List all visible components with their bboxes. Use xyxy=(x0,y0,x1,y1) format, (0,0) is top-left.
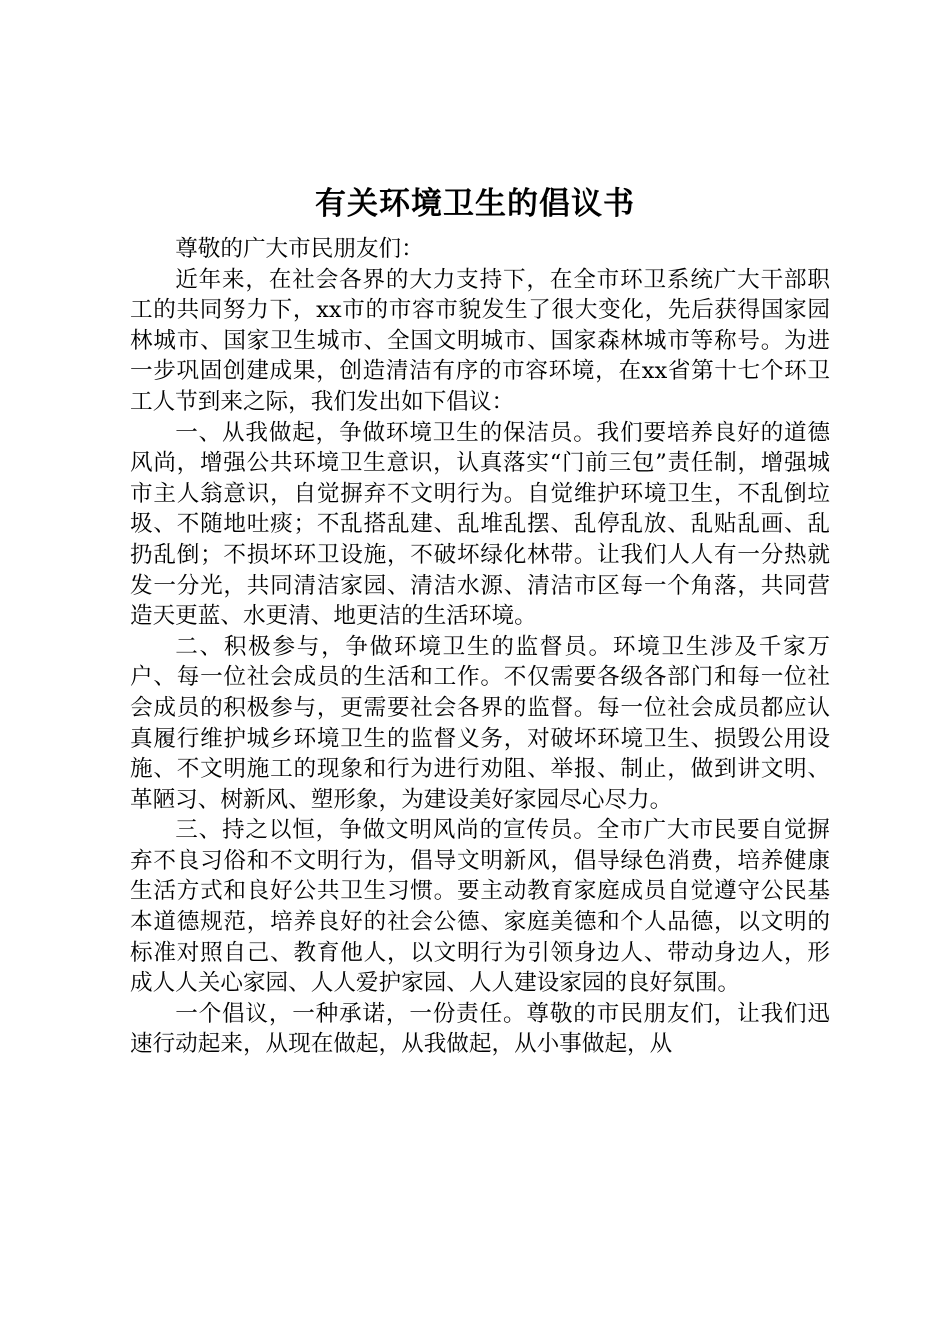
salutation: 尊敬的广大市民朋友们： xyxy=(175,236,424,262)
body-paragraph-point-3: 三、持之以恒，争做文明风尚的宣传员。全市广大市民要自觉摒弃不良习俗和不文明行为，倡导文明新风，倡导绿色消费，培养健康生活方式和良好公共卫生习惯。要主动教育家庭成员自觉遵守公民基本道德规范，培养良好的社会公德、家庭美德和个人品德，以文明的标准对照自己、教育他人，以文明行为引领身边人、带动身边人，形成人人关心家园、人人爱护家园、人人建设家园的良好氛围。 xyxy=(130,817,830,997)
body-paragraph-point-1: 一、从我做起，争做环境卫生的保洁员。我们要培养良好的道德风尚，增强公共环境卫生意识，认真落实“门前三包”责任制，增强城市主人翁意识，自觉摒弃不文明行为。自觉维护环境卫生，不乱倒垃圾、不随地吐痰；不乱搭乱建、乱堆乱摆、乱停乱放、乱贴乱画、乱扔乱倒；不损坏环卫设施，不破坏绿化林带。让我们人人有一分热就发一分光，共同清洁家园、清洁水源、清洁市区每一个角落，共同营造天更蓝、水更清、地更洁的生活环境。 xyxy=(130,419,830,630)
document-body xyxy=(130,234,830,1060)
body-paragraph-closing: 一个倡议，一种承诺，一份责任。尊敬的市民朋友们，让我们迅速行动起来，从现在做起，从我做起，从小事做起，从 xyxy=(130,1000,830,1058)
document-title: 有关环境卫生的倡议书 xyxy=(315,186,635,222)
body-paragraph-point-2: 二、积极参与，争做环境卫生的监督员。环境卫生涉及千家万户、每一位社会成员的生活和工作。不仅需要各级各部门和每一位社会成员的积极参与，更需要社会各界的监督。每一位社会成员都应认真履行维护城乡环境卫生的监督义务，对破坏环境卫生、损毁公用设施、不文明施工的现象和行为进行劝阻、举报、制止，做到讲文明、革陋习、树新风、塑形象，为建设美好家园尽心尽力。 xyxy=(130,633,830,813)
body-paragraph-intro: 近年来，在社会各界的大力支持下，在全市环卫系统广大干部职工的共同努力下，xx市的市容市貌发生了很大变化，先后获得国家园林城市、国家卫生城市、全国文明城市、国家森林城市等称号。为进一步巩固创建成果，创造清洁有序的市容环境，在xx省第十七个环卫工人节到来之际，我们发出如下倡议： xyxy=(130,266,830,415)
